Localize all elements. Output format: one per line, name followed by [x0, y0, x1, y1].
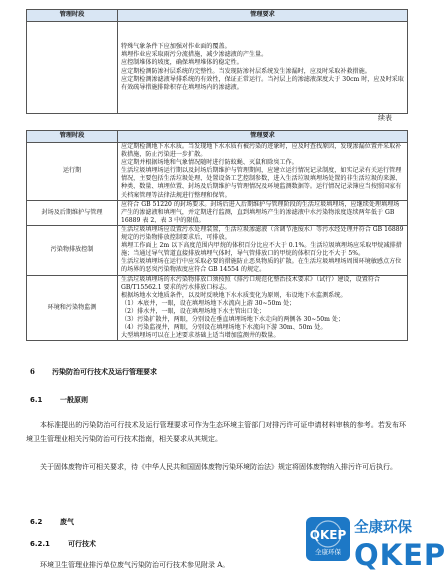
- requirement-line: （2）排水井，一眼，设在填埋场地下水主管出口处；: [121, 307, 266, 315]
- period-cell: 封场及后期维护与管理: [27, 200, 118, 225]
- requirement-line: 生活垃圾填埋场在运行中应采取必要的措施防止恶臭物质的扩散。在生活垃圾填埋场周围环境敏感点方位的场界的恶臭污染物浓度应符合 GB 14554 的规定。: [121, 258, 402, 274]
- continued-label: 续表: [378, 114, 392, 122]
- requirement-line: 应控制堆体的坡度，确保填埋堆体的稳定性。: [121, 59, 243, 67]
- paragraph: 本标准提出的污染防治可行技术及运行管理要求可作为生态环境主管部门对排污许可证申请材料审核的参考。若发布环境卫生管理业相关污染防治可行技术指南，相关要求从其规定。: [26, 421, 406, 443]
- requirement-line: 应定期检测渗滤液导排系统的有效性，保证正常运行。当衬层上的渗滤液深度大于 30cm 时，应及时采取有效疏导措施排除积存在填埋场内的渗滤液。: [121, 75, 404, 91]
- requirement-line: 根据场地水文地质条件，以及时反映地下水水质变化为原则，布设地下水监测系统。: [121, 291, 347, 299]
- table-row: [27, 143, 408, 201]
- requirement-cell: [118, 200, 408, 225]
- logo-mark: [306, 517, 350, 561]
- requirement-line: 特殊气象条件下应加强对作业面的覆盖。: [121, 43, 231, 51]
- logo-mark-text: QKEP: [309, 528, 347, 542]
- requirement-line: 生活垃圾填埋场应设置污水处理装置，生活垃圾渗滤液（含调节池废水）等污水经处理并符合 GB 16889 规定的污染物排放控制要求后，可排放。: [121, 225, 404, 242]
- brand-name-en: QKEP: [354, 538, 446, 572]
- requirement-line: 应定期检测地下水水质。当发现地下水水质有被污染的迹象时，应及时查找原因，发现渗漏位置并采取补救措施，防止污染进一步扩散。: [121, 143, 402, 159]
- requirement-cell: [118, 225, 408, 275]
- period-cell: 运行期: [27, 143, 118, 201]
- requirement-line: （4）污染监视井，两眼，分别设在填埋场地下水流向下游 30m、50m 处。: [121, 324, 327, 332]
- brand-name-cn: 全康环保: [354, 520, 412, 536]
- paragraph: 环境卫生管理业排污单位废气污染防治可行技术参见附录 A。: [40, 561, 230, 569]
- management-table-part2: [26, 130, 408, 341]
- period-cell: 环境和污染物监测: [27, 275, 118, 341]
- header-requirement: 管理要求: [118, 10, 408, 22]
- table-row: [27, 200, 408, 225]
- period-cell: 污染物排放控制: [27, 225, 118, 275]
- table-row: [27, 225, 408, 275]
- section-heading: 6.1 一般原则: [30, 396, 88, 404]
- requirement-line: 填埋工作面上 2m 以下高度范围内甲烷的体积百分比应不大于 0.1%。生活垃圾填埋场应采取甲烷减排措施；当通过导气管道直接排放填埋气体时，导气管排放口的甲烷的体积百分比不大于 5%。: [121, 242, 402, 258]
- paragraph: 关于固体废物许可相关要求，待《中华人民共和国固体废物污染环境防治法》规定将固体废物纳入排污许可后执行。: [40, 463, 397, 471]
- header-requirement: 管理要求: [118, 131, 408, 143]
- logo-mark-graphic: [306, 517, 350, 561]
- section-heading: 6 污染防治可行技术及运行管理要求: [30, 367, 157, 376]
- requirement-line: （3）污染扩散井，两眼，分别设在垂直填埋场地下水走向的两侧各 30~50m 处；: [121, 315, 345, 323]
- requirement-cell: [118, 143, 408, 201]
- requirement-cell: [118, 22, 408, 114]
- requirement-line: （1）本底井，一眼，设在填埋场地下水流向上游 30~50m 处；: [121, 299, 296, 307]
- logo-mark-subtext: 全康环保: [315, 548, 341, 556]
- requirement-line: 应定期检测防渗衬层系统的完整性。当发现防渗衬层系统发生渗漏时，应及时采取补救措施。: [121, 67, 371, 75]
- section-heading: 6.2.1 可行技术: [30, 540, 96, 548]
- requirement-line: 生活垃圾填埋场的水污染物排放口须按照《排污口规范化整治技术要求》（试行）建设，设置符合 GB/T15562.1 要求的污水排放口标志。: [121, 275, 380, 291]
- section-heading: 6.2 废气: [30, 518, 74, 526]
- qkep-watermark-logo: [306, 515, 446, 588]
- period-cell-empty: [27, 22, 118, 114]
- header-period: 管理时段: [27, 10, 118, 22]
- requirement-cell: [118, 275, 408, 341]
- requirement-line: 填埋作业应采取雨污分流措施，减少渗滤液的产生量。: [121, 51, 268, 59]
- management-table-part1: [26, 9, 408, 114]
- requirement-line: 大型填埋场可以在上述要求基础上适当增加监测井的数量。: [121, 332, 280, 340]
- header-period: 管理时段: [27, 131, 118, 143]
- table-row: [27, 275, 408, 341]
- requirement-line: 应符合 GB 51220 的封场要求。封场后进入后期维护与管理阶段的生活垃圾填埋场，应继续处理填埋场产生的渗滤液和填埋气，并定期进行监测，直到填埋场产生的渗滤液中水污染物浓度连续两年低于 GB 16889 表 2、表 3 中的限值。: [121, 200, 400, 224]
- requirement-line: 应定期并根据场地和气象情况随时进行防蚊蝇、灭鼠和除臭工作。: [121, 159, 298, 167]
- requirement-line: 生活垃圾填埋场运行期以及封场后期维护与管理期间，应建立运行情况记录制度，如实记录有关运行管理情况，主要包括生活垃圾处理、处置设备工艺控制参数，进入生活垃圾填埋场处置的非生活垃圾的来源、种类、数量、填埋位置、封场及后期维护与管理情况及环境监测数据等。运行情况记录簿应当按照国家有关档案管理等法律法规进行整理和保管。: [121, 167, 402, 199]
